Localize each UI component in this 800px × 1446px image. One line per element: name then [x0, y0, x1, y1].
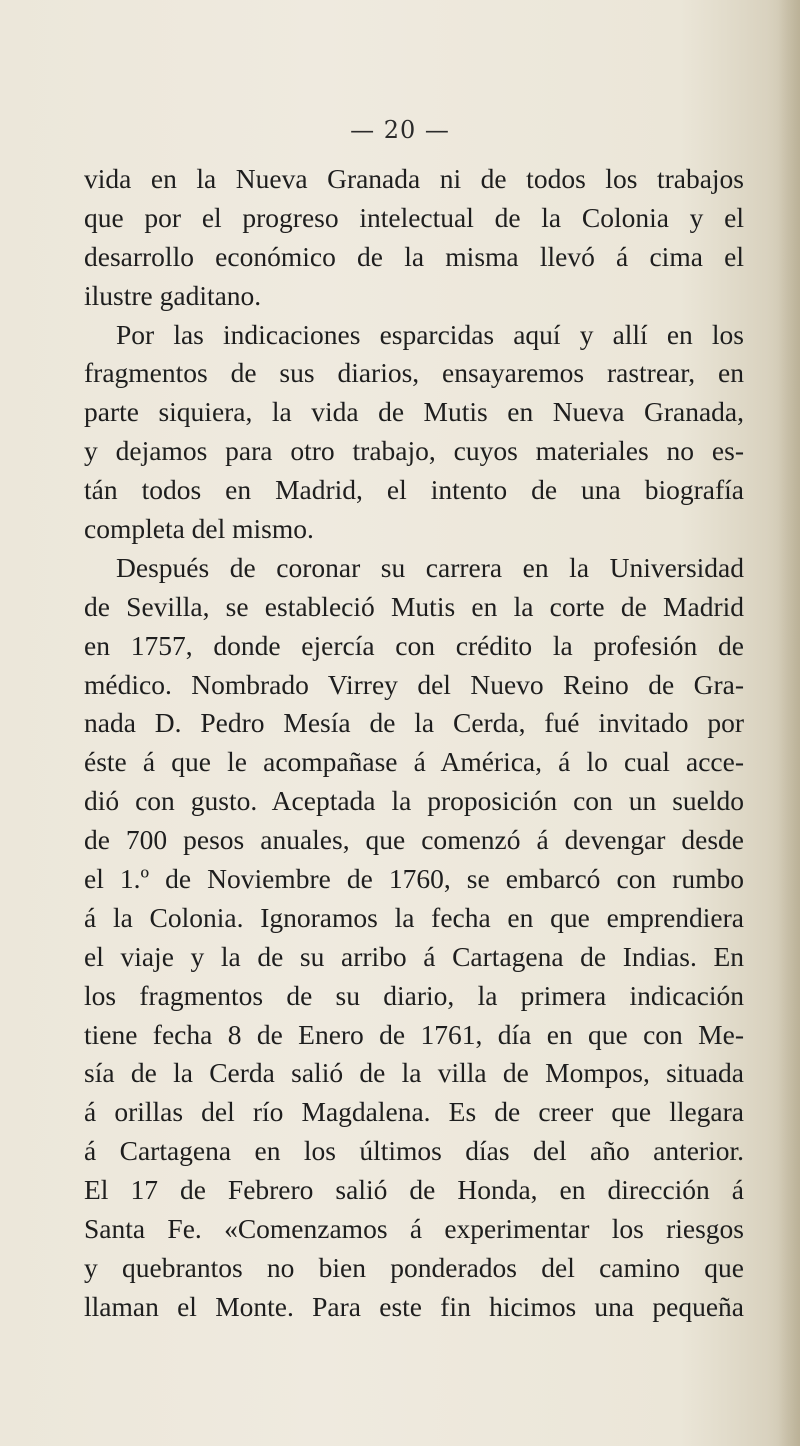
text-line: éste á que le acompañase á América, á lo cual acce- [84, 746, 744, 778]
text-line: Santa Fe. «Comenzamos á experimentar los riesgos [84, 1213, 744, 1245]
text-line: médico. Nombrado Virrey del Nuevo Reino de Gra- [84, 668, 744, 700]
text-line: que por el progreso intelectual de la Colonia y el [84, 201, 744, 233]
text-line: desarrollo económico de la misma llevó á cima el [84, 240, 744, 272]
text-line: y quebrantos no bien ponderados del camino que [84, 1251, 744, 1283]
text-line: á la Colonia. Ignoramos la fecha en que emprendiera [84, 901, 744, 933]
text-line: completa del mismo. [84, 513, 314, 545]
text-line: vida en la Nueva Granada ni de todos los trabajos [84, 163, 744, 194]
text-line: Después de coronar su carrera en la Universidad [116, 551, 744, 583]
text-line: tán todos en Madrid, el intento de una biografía [84, 474, 744, 506]
text-line: de Sevilla, se estableció Mutis en la corte de Madrid [84, 590, 744, 622]
text-line: llaman el Monte. Para este fin hicimos una pequeña [84, 1290, 744, 1322]
text-line: á orillas del río Magdalena. Es de creer que llegara [84, 1096, 744, 1128]
body-text [84, 160, 744, 1327]
text-line: ilustre gaditano. [84, 279, 262, 311]
text-line: nada D. Pedro Mesía de la Cerda, fué invitado por [84, 707, 744, 739]
text-line: Por las indicaciones esparcidas aquí y allí en los [116, 318, 744, 350]
text-line: á Cartagena en los últimos días del año anterior. [84, 1135, 744, 1167]
page-edge-shadow [778, 0, 800, 1446]
text-line: sía de la Cerda salió de la villa de Mompos, situada [84, 1057, 744, 1089]
text-line: el viaje y la de su arribo á Cartagena de Indias. En [84, 940, 744, 972]
text-line: los fragmentos de su diario, la primera indicación [84, 979, 744, 1011]
text-line: el 1.º de Noviembre de 1760, se embarcó con rumbo [84, 863, 744, 895]
text-line: El 17 de Febrero salió de Honda, en dirección á [84, 1174, 744, 1206]
page-number: — 20 — [350, 116, 450, 144]
text-line: tiene fecha 8 de Enero de 1761, día en que con Me- [84, 1018, 744, 1050]
text-line: parte siquiera, la vida de Mutis en Nueva Granada, [84, 396, 744, 428]
text-line: fragmentos de sus diarios, ensayaremos rastrear, en [84, 357, 744, 389]
text-line: de 700 pesos anuales, que comenzó á devengar desde [84, 824, 744, 856]
text-line: dió con gusto. Aceptada la proposición con un sueldo [84, 785, 744, 817]
text-line: en 1757, donde ejercía con crédito la profesión de [84, 629, 744, 661]
text-line: y dejamos para otro trabajo, cuyos materiales no es- [84, 435, 744, 467]
